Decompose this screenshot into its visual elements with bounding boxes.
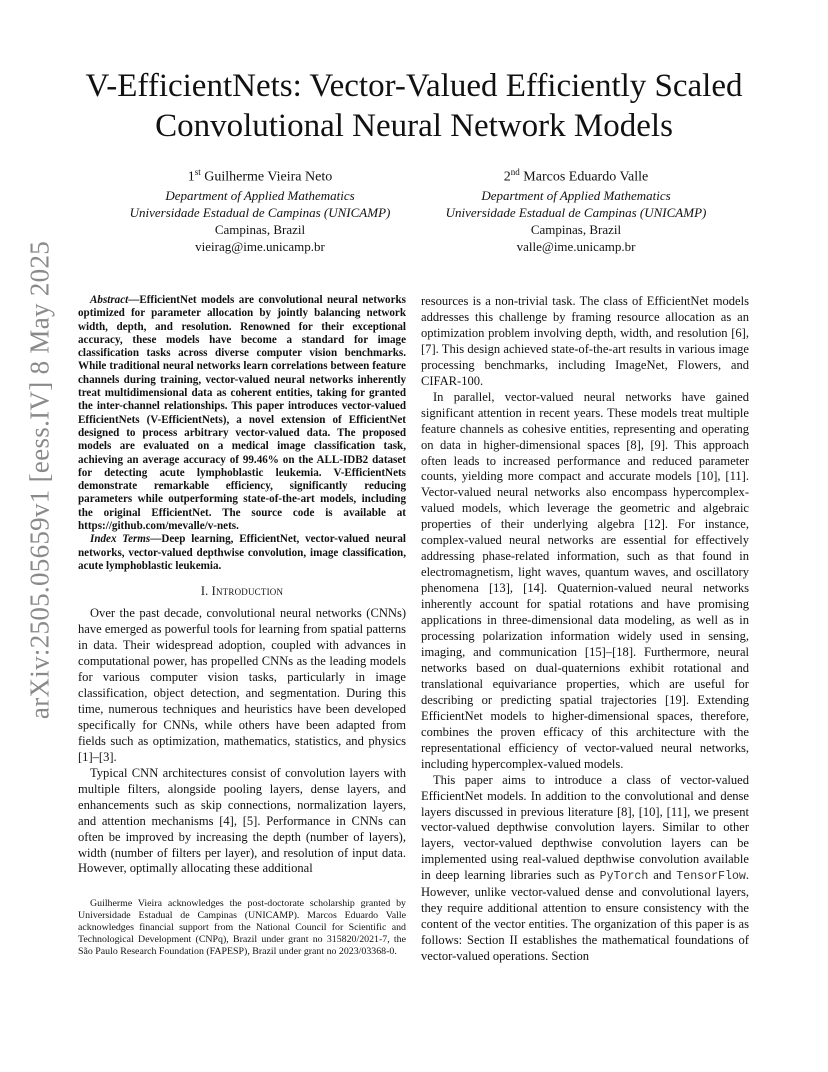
author-email: vieirag@ime.unicamp.br <box>195 238 325 254</box>
index-terms-text: Deep learning, EfficientNet, vector-valued neural networks, vector-valued depthwise convolution, image classification, acute lymphoblastic leukemia. <box>78 533 406 572</box>
author-name: 1st Guilherme Vieira Neto <box>187 167 333 185</box>
author-city: Campinas, Brazil <box>214 221 306 237</box>
title-line-2: Convolutional Neural Network Models <box>155 108 673 144</box>
author-department: Department of Applied Mathematics <box>481 187 671 203</box>
author-university: Universidade Estadual de Campinas (UNICAMP) <box>129 204 391 220</box>
author-email: valle@ime.unicamp.br <box>516 238 636 254</box>
abstract-label: Abstract <box>90 294 129 306</box>
abstract-text: EfficientNet models are convolutional neural networks optimized for parameter allocation by jointly balancing network width, depth, and resolution. Renowned for their exceptional accuracy, these models have become a standard for image classification tasks across diverse computer vision benchmarks. While traditional neural networks learn correlations between feature channels during training, vector-valued neural networks inherently treat multidimensional data as coherent entities, taking for granted the inter-channel relationships. This paper introduces vector-valued EfficientNets (V-EfficientNets), a novel extension of EfficientNet designed to process arbitrary vector-valued data. The proposed models are evaluated on a medical image classification task, achieving an average accuracy of 99.46% on the ALL-IDB2 dataset for detecting acute lymphoblastic leukemia. V-EfficientNets demonstrate remarkable efficiency, significantly reducing parameters while outperforming state-of-the-art models, including the original EfficientNet. The source code is available at https://github.com/mevalle/v-nets. <box>78 294 406 533</box>
body-paragraph: Typical CNN architectures consist of convolution layers with multiple filters, alongside pooling layers, dense layers, and enhancements such as skip connections, normalization layers, and attention mechanisms [4], [5]. Performance in CNNs can often be improved by increasing the depth (number of layers), width (number of filters per layer), and resolution of input data. However, optimally allocating these additional <box>78 765 406 876</box>
index-terms: Index Terms—Deep learning, EfficientNet, vector-valued neural networks, vector-valued depthwise convolution, image classification, acute lymphoblastic leukemia. <box>78 533 406 572</box>
index-terms-label: Index Terms <box>90 533 151 546</box>
body-paragraph: In parallel, vector-valued neural networks have gained significant attention in recent years. These models treat multiple feature channels as cohesive entities, representing and operating on data in higher-dimensional spaces [8], [9]. This approach often leads to increased performance and reduced parameter counts, yielding more compact and accurate models [10], [11]. Vector-valued neural networks also encompass hypercomplex-valued models, which leverage the geometric and algebraic properties of their underlying algebra [12]. For instance, complex-valued neural networks are essential for effectively addressing phase-related information, such as that found in electromagnetism, light waves, quantum waves, and oscillatory phenomena [13], [14]. Quaternion-valued neural networks inherently account for spatial rotations and have promising applications in three-dimensional data modeling, as well as in processing polarization information widely used in sensing, imaging, and communication [15]–[18]. Furthermore, neural networks based on dual-quaternions exhibit rotational and translational equivariance properties, which are useful for describing or predicting spatial trajectories [19]. Extending EfficientNet models to higher-dimensional spaces, therefore, combines the proven efficacy of this architecture with the representational efficiency of vector-valued neural networks, including hypercomplex-valued models. <box>421 389 749 771</box>
code-tensorflow: TensorFlow <box>676 870 746 884</box>
title-line-1: V-EfficientNets: Vector-Valued Efficiently Scaled <box>85 68 743 104</box>
paper-title <box>40 66 788 146</box>
author-department: Department of Applied Mathematics <box>165 187 355 203</box>
body-paragraph: This paper aims to introduce a class of vector-valued EfficientNet models. In addition to the convolutional and dense layers discussed in previous literature [8], [10], [11], we present vector-valued depthwise convolution layers. Similar to other layers, vector-valued depthwise convolution layers can be implemented using real-valued depthwise convolution available in deep learning libraries such as PyTorch and TensorFlow. However, unlike vector-valued dense and convolutional layers, they require additional attention to ensure consistency with the content of the vector entities. The organization of this paper is as follows: Section II establishes the mathematical foundations of vector-valued operations. Section <box>421 772 749 964</box>
code-pytorch: PyTorch <box>599 870 649 884</box>
abstract: Abstract—EfficientNet models are convolutional neural networks optimized for parameter allocation by jointly balancing network width, depth, and resolution. Renowned for their exceptional accuracy, these models have become a standard for image classification tasks across diverse computer vision benchmarks. While traditional neural networks learn correlations between feature channels during training, vector-valued neural networks inherently treat multidimensional data as coherent entities, taking for granted the inter-channel relationships. This paper introduces vector-valued EfficientNets (V-EfficientNets), a novel extension of EfficientNet designed to process arbitrary vector-valued data. The proposed models are evaluated on a medical image classification task, achieving an average accuracy of 99.46% on the ALL-IDB2 dataset for detecting acute lymphoblastic leukemia. V-EfficientNets demonstrate remarkable efficiency, significantly reducing parameters while outperforming state-of-the-art models, including the original EfficientNet. The source code is available at https://github.com/mevalle/v-nets. <box>78 294 406 533</box>
left-column <box>78 294 406 877</box>
footnote: Guilherme Vieira acknowledges the post-doctorate scholarship granted by Universidade Estadual de Campinas (UNICAMP). Marcos Eduardo Valle acknowledges financial support from the National Council for Scientific and Technological Development (CNPq), Brazil under grant no 315820/2021-7, the São Paulo Research Foundation (FAPESP), Brazil under grant no 2023/03368-0. <box>78 898 406 958</box>
author-block-2 <box>406 163 746 255</box>
author-name: 2nd Marcos Eduardo Valle <box>503 167 649 185</box>
author-city: Campinas, Brazil <box>530 221 622 237</box>
body-paragraph: Over the past decade, convolutional neural networks (CNNs) have emerged as powerful tools for learning from spatial patterns in data. Their widespread adoption, coupled with advances in computational power, has propelled CNNs as the leading models for various computer vision tasks, particularly in image classification, object detection, and segmentation. During this time, numerous techniques and heuristics have been developed specifically for CNNs, while others have been adapted from fields such as optimization, mathematics, statistics, and physics [1]–[3]. <box>78 606 406 764</box>
arxiv-identifier: arXiv:2505.05659v1 [eess.IV] 8 May 2025 <box>24 240 55 720</box>
right-column <box>421 294 749 965</box>
section-heading: I. Introduction <box>200 584 284 599</box>
author-university: Universidade Estadual de Campinas (UNICAMP) <box>445 204 707 220</box>
body-paragraph: resources is a non-trivial task. The class of EfficientNet models addresses this challenge by framing resource allocation as an optimization problem involving depth, width, and resolution [6], [7]. This design achieved state-of-the-art results in various image processing benchmarks, including ImageNet, Flowers, and CIFAR-100. <box>421 294 749 388</box>
author-block-1 <box>90 163 430 255</box>
